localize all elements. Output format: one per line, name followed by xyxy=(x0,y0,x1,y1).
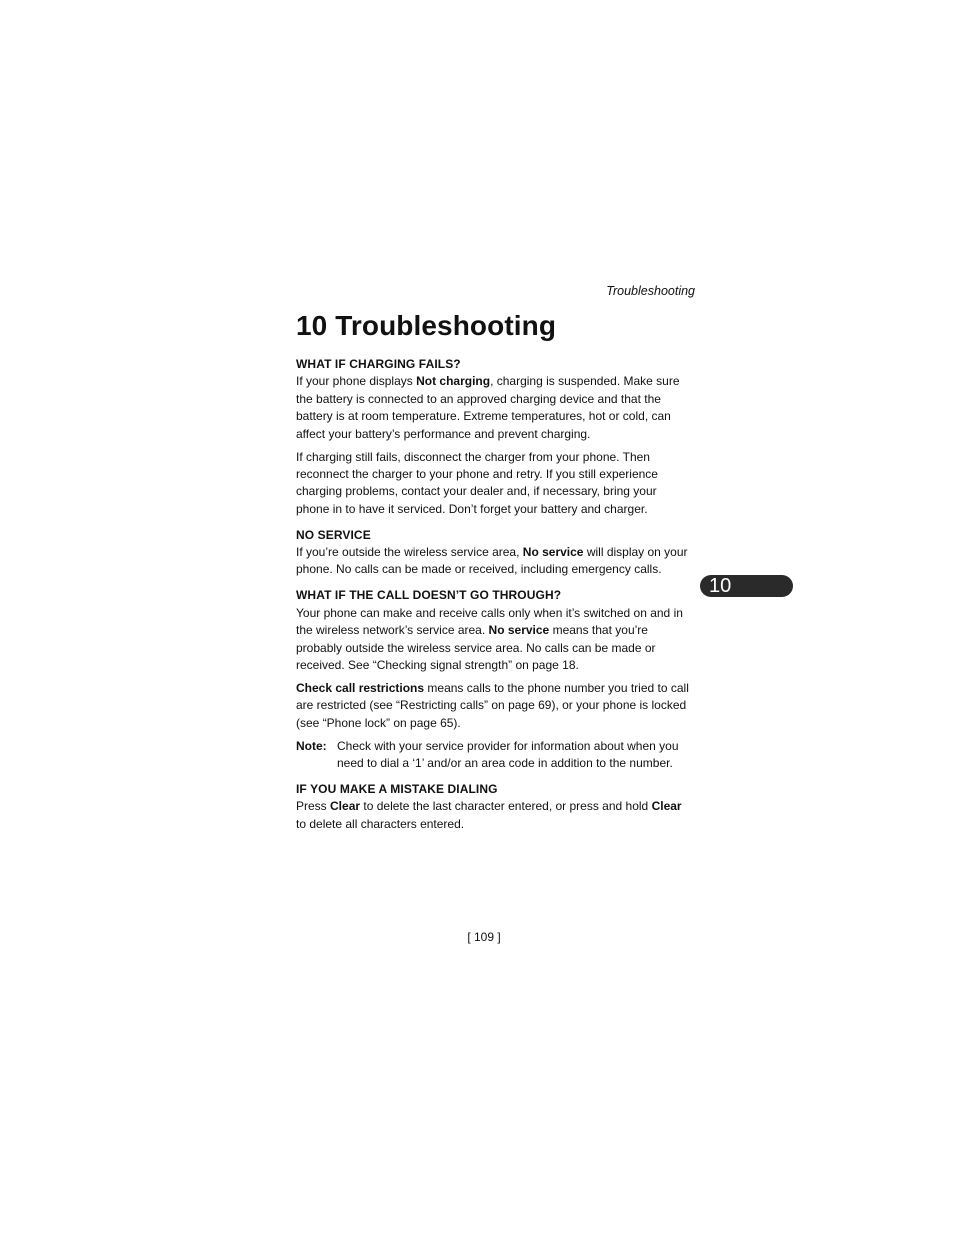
section-no-service xyxy=(296,527,693,579)
text-run: to delete all characters entered. xyxy=(296,816,465,831)
body-paragraph xyxy=(296,373,693,443)
section-heading: NO SERVICE xyxy=(296,527,371,542)
text-run: to delete the last character entered, or press and hold xyxy=(360,799,652,814)
text-run: means calls to the phone number you tried to call are restricted (see “Restricting calls” on page 69), or your phone is locked (see “Phone lock” on page 65). xyxy=(296,680,689,730)
key-name-clear: Clear xyxy=(330,799,361,814)
body-paragraph: If charging still fails, disconnect the charger from your phone. Then reconnect the charger to your phone and retry. If you still experience charging problems, contact your dealer and, if necessary, bring your phone in to have it serviced. Don’t forget your battery and charger. xyxy=(296,449,658,516)
key-name-clear: Clear xyxy=(651,799,682,814)
text-run: means that you’re probably outside the wireless service area. No calls can be made or received. See “Checking signal strength” on page 18. xyxy=(296,623,656,672)
chapter-tab xyxy=(700,575,793,597)
page-number: [ 109 ] xyxy=(467,930,501,944)
section-call-not-through xyxy=(296,587,693,772)
text-run: , charging is suspended. Make sure the battery is connected to an approved charging device and that the battery is at room temperature. Extreme temperatures, hot or cold, can affect your battery’s performance and prevent charging. xyxy=(296,374,680,441)
text-run: If you’re outside the wireless service area, xyxy=(296,545,523,560)
display-message-not-charging: Not charging xyxy=(416,374,491,389)
body-paragraph xyxy=(296,680,693,732)
chapter-title: 10 Troubleshooting xyxy=(296,310,557,341)
display-message-check-call-restrictions: Check call restrictions xyxy=(296,680,425,695)
note-block xyxy=(296,738,693,773)
text-run: If your phone displays xyxy=(296,374,417,389)
text-run: will display on your phone. No calls can be made or received, including emergency calls. xyxy=(296,545,688,577)
display-message-no-service: No service xyxy=(522,545,584,560)
note-text: Check with your service provider for information about when you need to dial a ‘1’ and/or an area code in addition to the number. xyxy=(337,738,679,771)
note-label: Note: xyxy=(296,738,327,753)
section-heading: WHAT IF THE CALL DOESN’T GO THROUGH? xyxy=(296,588,562,603)
text-run: Your phone can make and receive calls only when it’s switched on and in the wireless network’s service area. xyxy=(296,605,683,638)
running-header: Troubleshooting xyxy=(606,284,695,298)
section-heading: IF YOU MAKE A MISTAKE DIALING xyxy=(296,781,498,796)
text-run: Press xyxy=(296,799,331,814)
section-mistake-dialing xyxy=(296,781,693,833)
section-charging-fails xyxy=(296,356,693,518)
chapter-tab-number: 10 xyxy=(709,575,732,597)
body-paragraph xyxy=(296,798,693,833)
section-heading: WHAT IF CHARGING FAILS? xyxy=(296,357,461,371)
display-message-no-service: No service xyxy=(488,623,550,638)
body-paragraph xyxy=(296,544,693,579)
body-paragraph xyxy=(296,605,693,675)
page-content xyxy=(296,356,693,833)
